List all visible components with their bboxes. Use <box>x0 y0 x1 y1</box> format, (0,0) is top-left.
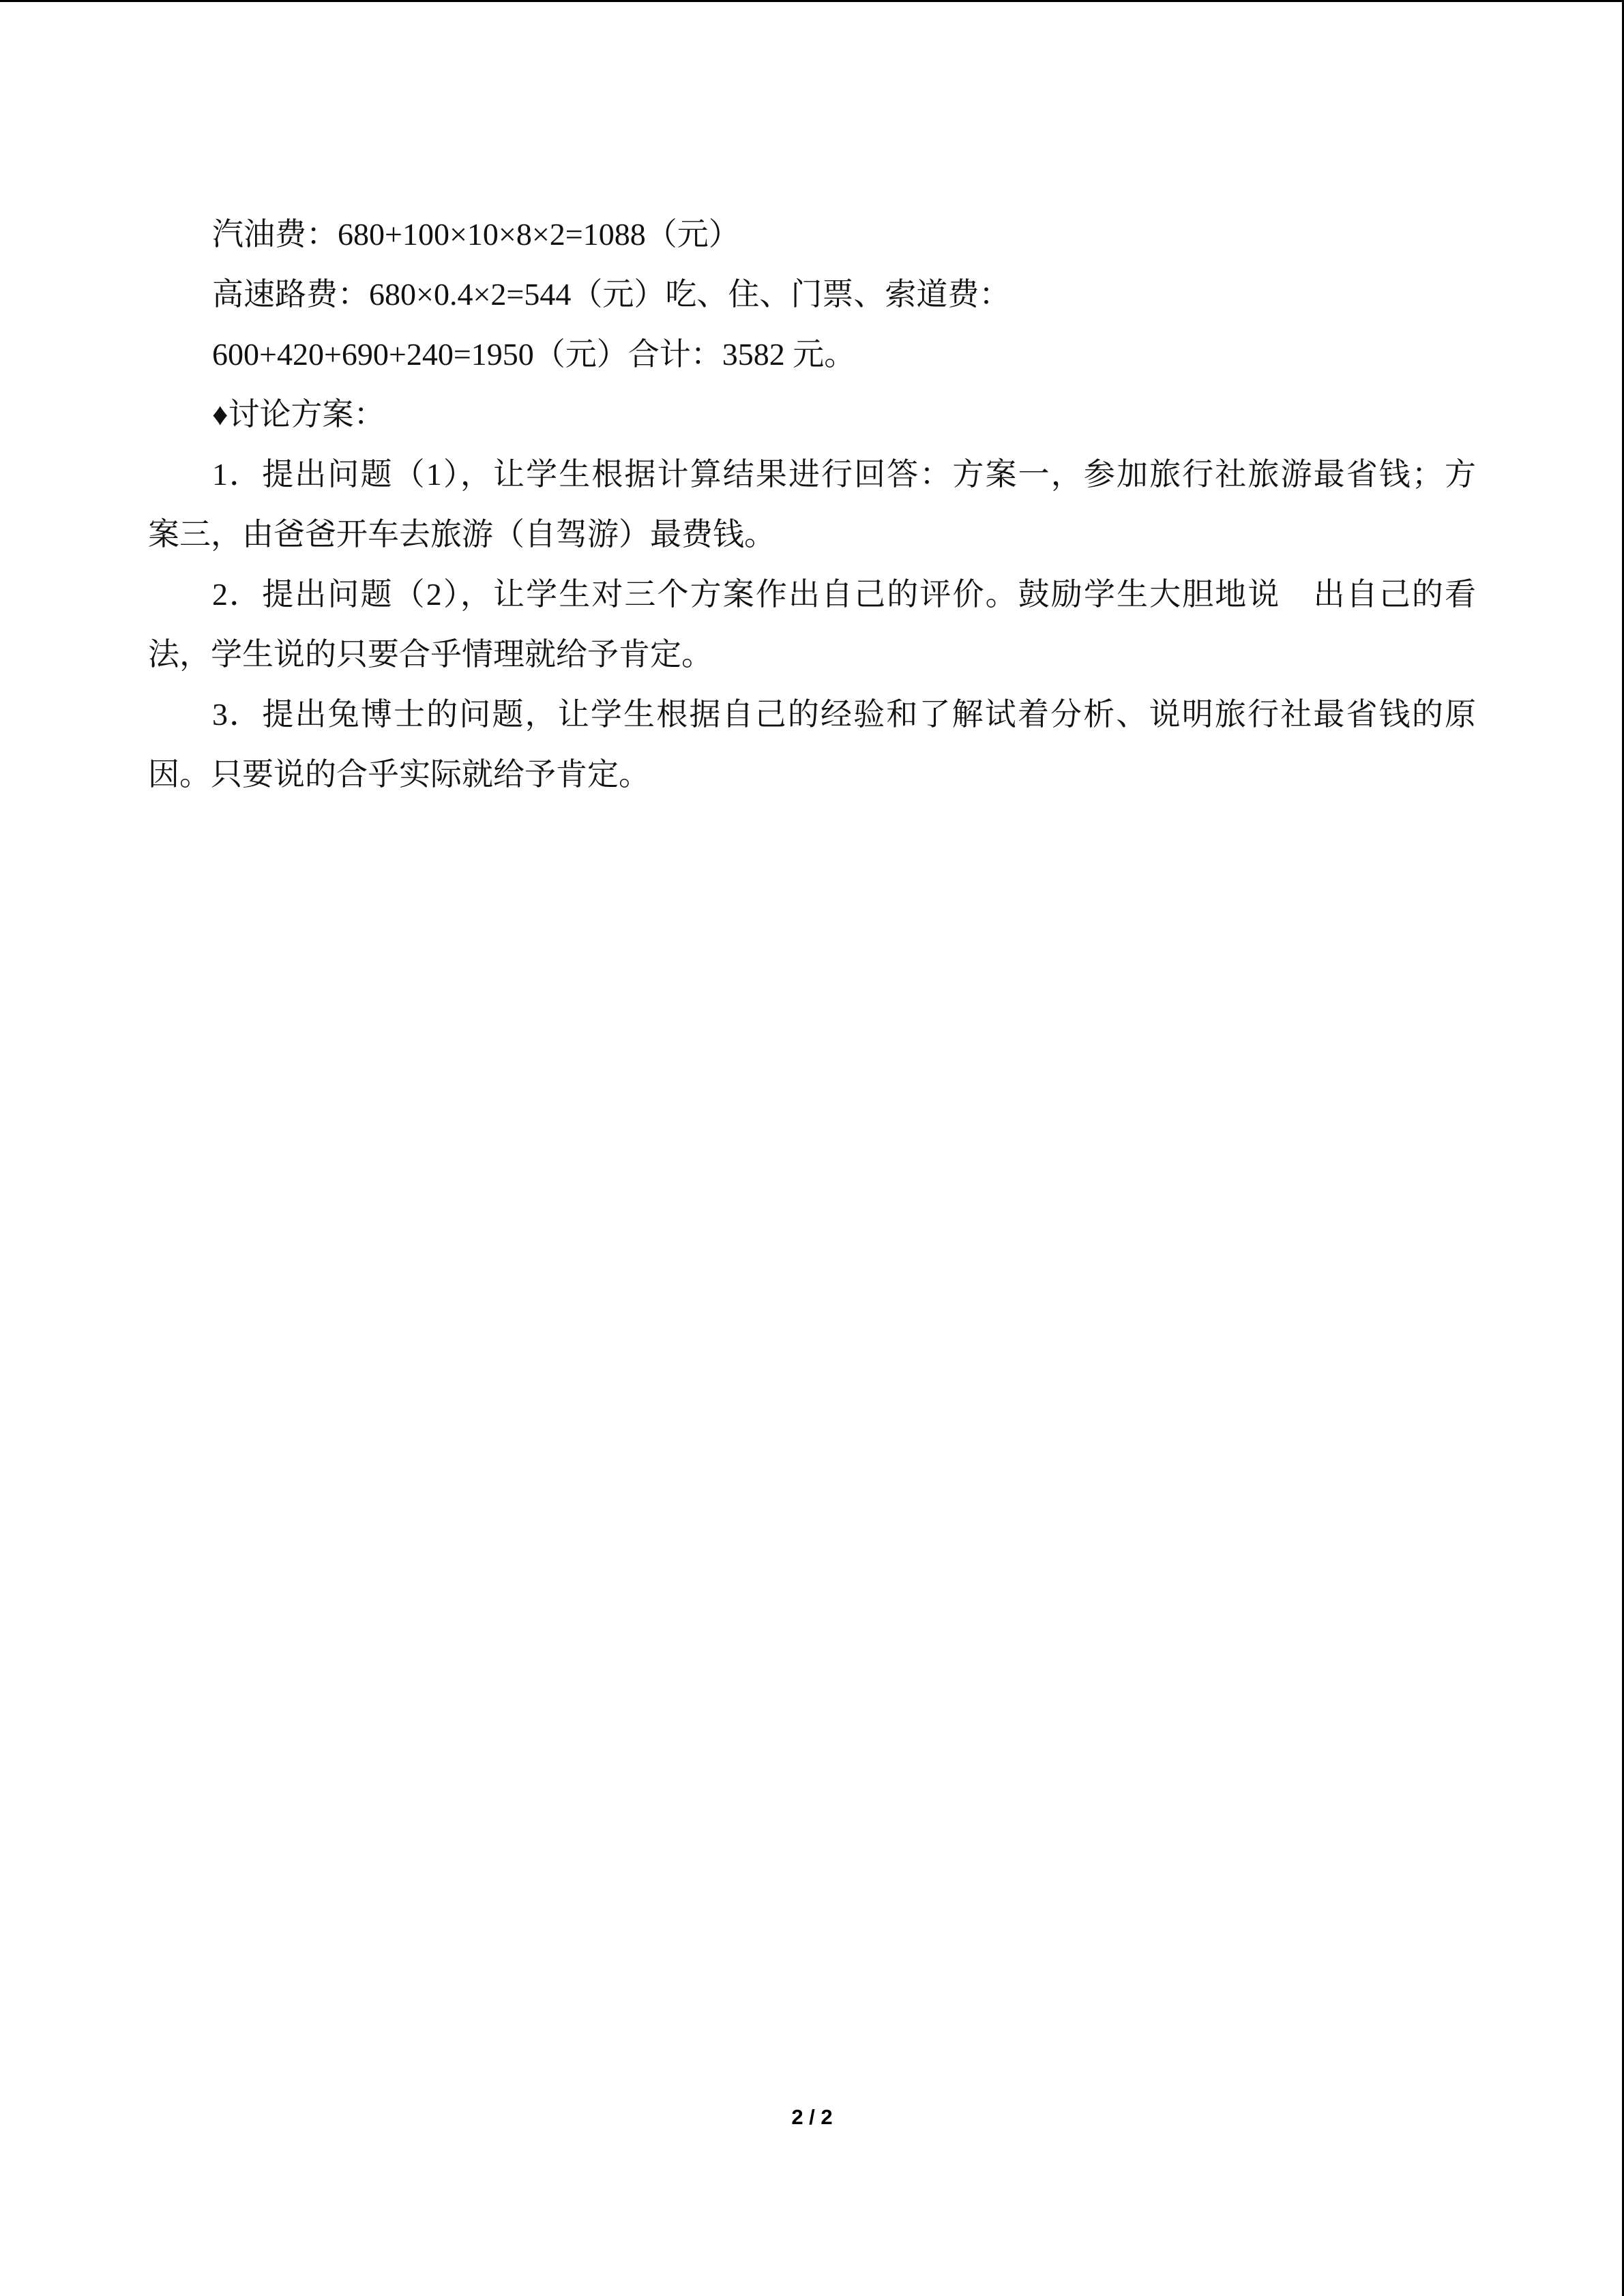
toll-cost-line: 高速路费：680×0.4×2=544（元）吃、住、门票、索道费： <box>212 277 1011 312</box>
question-1-line-1: 1．提出问题（1），让学生根据计算结果进行回答：方案一，参加旅行社旅游最省钱；方 <box>212 457 1476 492</box>
fuel-cost-line: 汽油费：680+100×10×8×2=1088（元） <box>212 217 740 252</box>
question-1-line-2: 案三，由爸爸开车去旅游（自驾游）最费钱。 <box>148 517 776 552</box>
question-2-line-2: 法，学生说的只要合乎情理就给予肯定。 <box>148 637 713 672</box>
question-3-line-1: 3．提出兔博士的问题，让学生根据自己的经验和了解试着分析、说明旅行社最省钱的原 <box>212 697 1476 732</box>
question-2-line-1: 2．提出问题（2），让学生对三个方案作出自己的评价。鼓励学生大胆地说 出自己的看 <box>212 577 1476 612</box>
total-cost-line: 600+420+690+240=1950（元）合计：3582 元。 <box>212 337 856 372</box>
discussion-heading: ♦讨论方案： <box>212 397 385 432</box>
page-number: 2 / 2 <box>791 2105 833 2129</box>
question-3-line-2: 因。只要说的合乎实际就给予肯定。 <box>148 757 650 792</box>
document-body <box>148 205 1476 805</box>
